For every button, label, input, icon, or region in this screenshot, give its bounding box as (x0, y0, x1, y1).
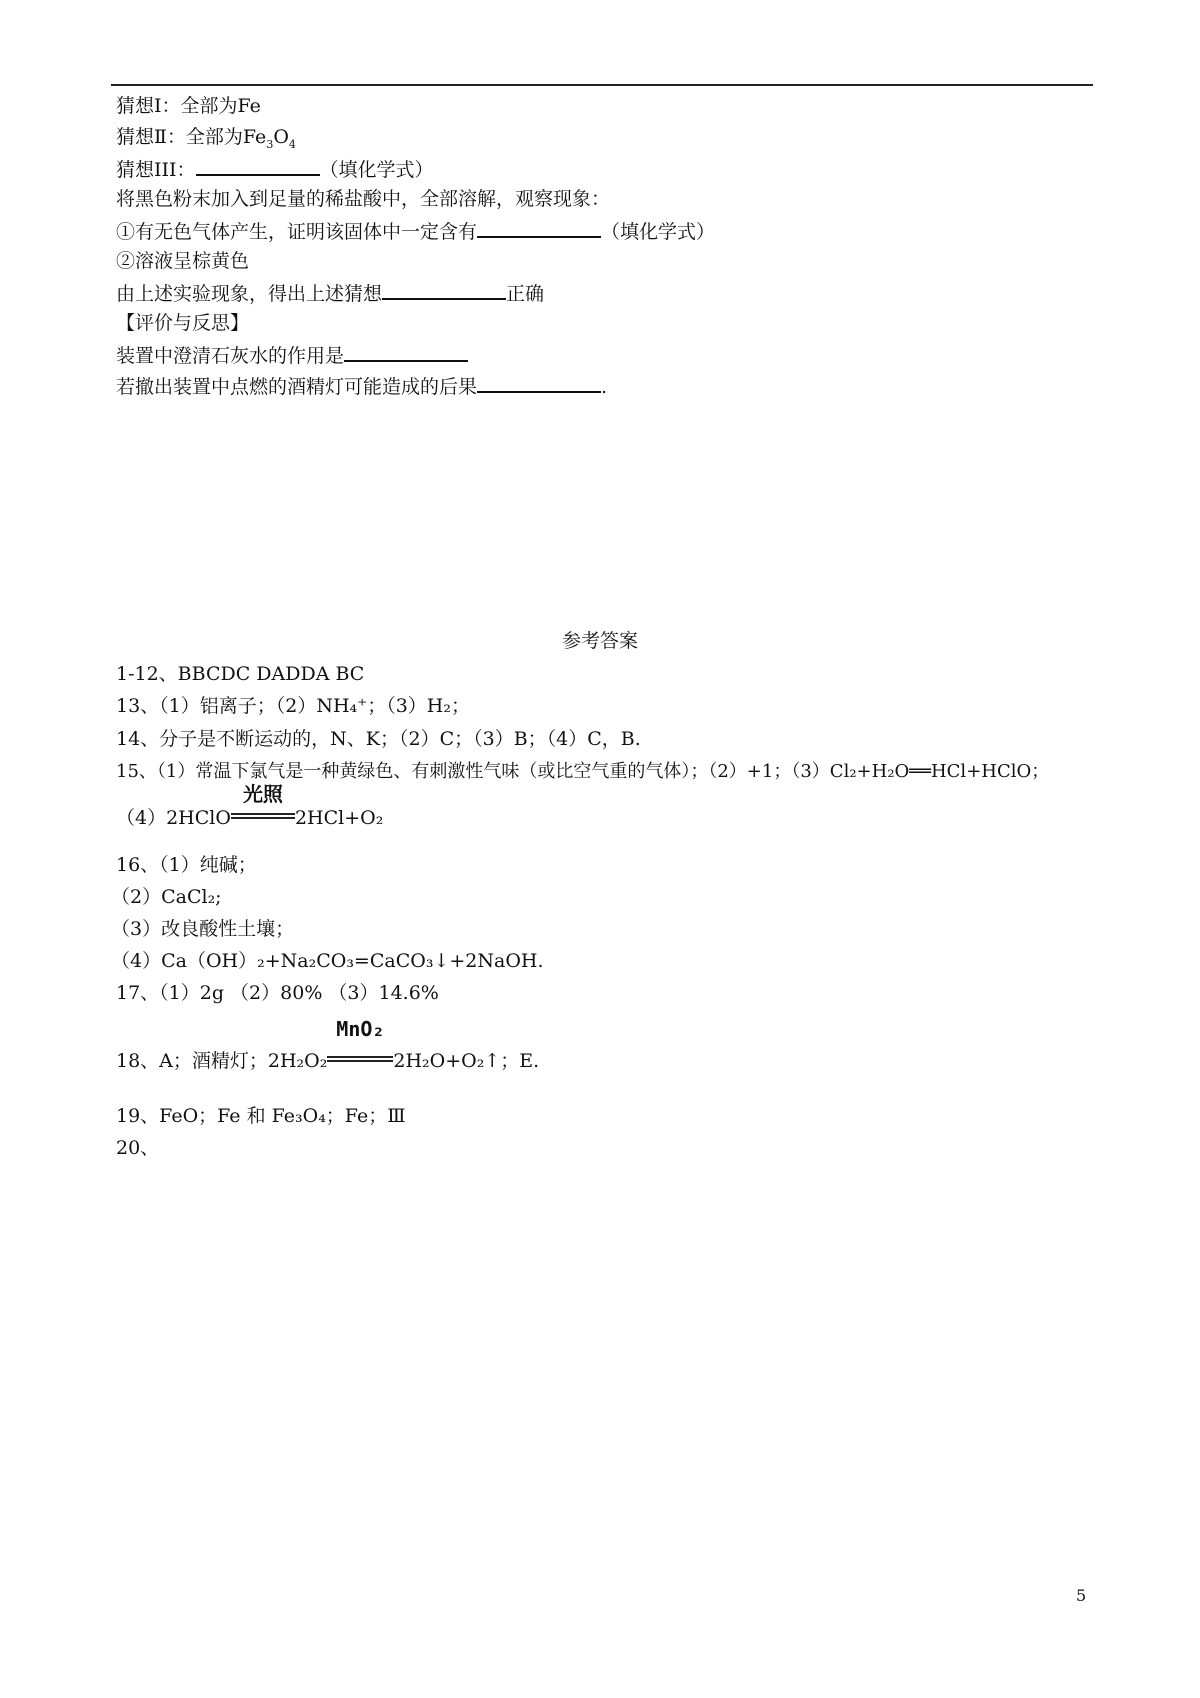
period: . (601, 376, 608, 398)
answer-16-3: （3）改良酸性土壤； (111, 918, 295, 940)
subscript: 3 (266, 137, 274, 151)
catalyst-label: MnO₂ (336, 1017, 385, 1041)
hypothesis-3-label: 猜想III： (116, 159, 196, 181)
conclusion-suffix: 正确 (506, 283, 545, 305)
observation-1-text: ①有无色气体产生，证明该固体中一定含有 (116, 221, 478, 243)
answer-17: 17、（1）2g （2）80% （3）14.6% (116, 982, 439, 1004)
hypothesis-2-text: 猜想Ⅱ：全部为Fe (116, 126, 267, 148)
reaction-condition (327, 1017, 393, 1067)
condition-label: 光照 (242, 782, 283, 806)
equation-left: （4）2HClO (116, 807, 231, 829)
answer-blank[interactable] (344, 342, 468, 362)
reaction-condition (231, 782, 295, 824)
equation-right: 2H₂O+O₂↑；E. (393, 1050, 540, 1072)
answer-15-equation (116, 782, 384, 830)
limewater-question (116, 342, 468, 368)
observation-2: ②溶液呈棕黄色 (116, 250, 250, 272)
equation-right: 2HCl+O₂ (294, 807, 384, 829)
equals-sign (231, 813, 295, 819)
hypothesis-3 (116, 156, 434, 182)
lamp-text: 若撤出装置中点燃的酒精灯可能造成的后果 (116, 376, 478, 398)
answer-1-12: 1-12、BBCDC DADDA BC (116, 663, 365, 685)
equals-sign (327, 1056, 393, 1062)
observation-1 (116, 218, 715, 244)
answer-blank[interactable] (477, 218, 601, 238)
answer-18 (116, 1017, 540, 1073)
experiment-instruction: 将黑色粉末加入到足量的稀盐酸中，全部溶解，观察现象： (116, 188, 611, 210)
answer-20: 20、 (116, 1137, 160, 1159)
answer-19: 19、FeO；Fe 和 Fe₃O₄；Fe；Ⅲ (116, 1105, 406, 1127)
answer-blank[interactable] (477, 373, 601, 393)
hypothesis-1: 猜想Ⅰ：全部为Fe (116, 95, 261, 117)
lamp-question (116, 373, 607, 399)
subscript: 4 (288, 137, 296, 151)
evaluation-heading: 【评价与反思】 (116, 312, 250, 334)
answer-16-4: （4）Ca（OH）₂+Na₂CO₃=CaCO₃↓+2NaOH. (111, 950, 544, 972)
equation-left: 18、A；酒精灯；2H₂O₂ (116, 1050, 328, 1072)
limewater-text: 装置中澄清石灰水的作用是 (116, 345, 345, 367)
top-rule (111, 84, 1093, 86)
answers-title: 参考答案 (561, 630, 638, 652)
answer-15: 15、（1）常温下氯气是一种黄绿色、有刺激性气味（或比空气重的气体）；（2）+1；（3）Cl₂+H₂O══HCl+HClO； (116, 761, 1050, 782)
page-number: 5 (1076, 1586, 1087, 1605)
hypothesis-3-hint: （填化学式） (319, 159, 434, 181)
answer-13: 13、（1）铝离子；（2）NH₄⁺；（3）H₂； (116, 695, 470, 717)
conclusion-text: 由上述实验现象，得出上述猜想 (116, 283, 383, 305)
answer-14: 14、分子是不断运动的，N、K；（2）C；（3）B；（4）C，B. (116, 728, 641, 750)
conclusion-line (116, 280, 544, 306)
observation-1-hint: （填化学式） (601, 221, 716, 243)
hypothesis-2-text-mid: O (273, 126, 289, 148)
answer-blank[interactable] (196, 156, 320, 176)
hypothesis-2 (116, 125, 296, 157)
answer-16-2: （2）CaCl₂; (111, 886, 222, 908)
answer-16: 16、（1）纯碱； (116, 854, 257, 876)
answer-blank[interactable] (382, 280, 506, 300)
